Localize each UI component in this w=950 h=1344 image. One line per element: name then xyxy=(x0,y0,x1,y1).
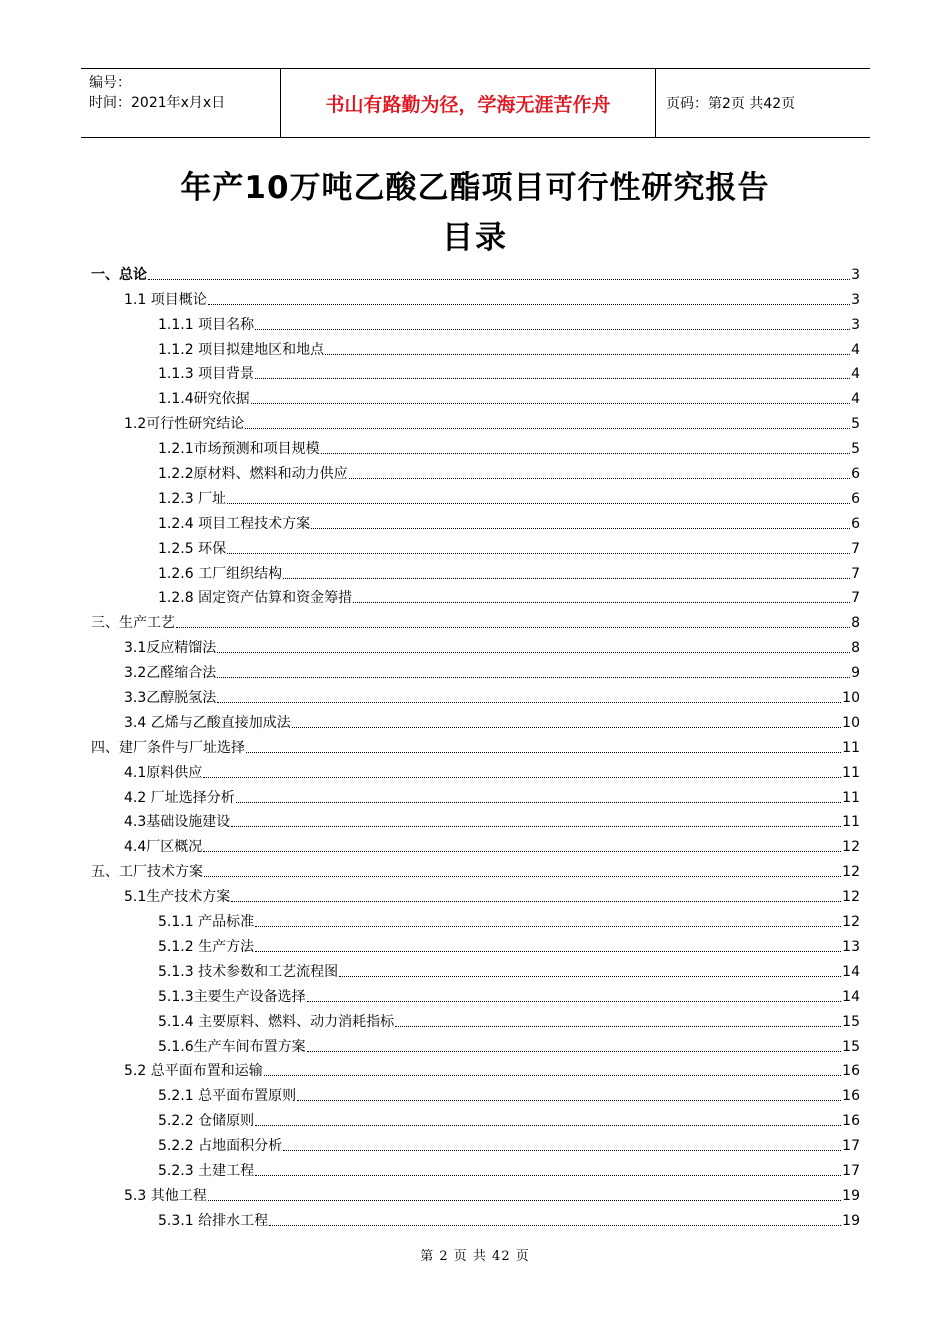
toc-entry-page: 12 xyxy=(842,889,860,906)
toc-entry-page: 16 xyxy=(842,1113,860,1130)
toc-entry-label: 1.2.8 固定资产估算和资金筹措 xyxy=(158,590,353,607)
toc-leader-dots xyxy=(283,577,850,579)
toc-entry-page: 19 xyxy=(842,1187,860,1204)
toc-entry[interactable] xyxy=(91,408,860,433)
toc-entry[interactable] xyxy=(91,334,860,359)
toc-entry-label: 4.4厂区概况 xyxy=(124,839,203,856)
toc-entry-page: 8 xyxy=(851,640,860,657)
toc-entry[interactable] xyxy=(91,1056,860,1081)
toc-entry[interactable] xyxy=(91,856,860,881)
toc-entry[interactable] xyxy=(91,1180,860,1205)
toc-entry-page: 3 xyxy=(851,291,860,308)
toc-leader-dots xyxy=(246,751,841,753)
toc-entry-label: 1.1.3 项目背景 xyxy=(158,366,255,383)
toc-entry-label: 1.2可行性研究结论 xyxy=(124,416,245,433)
toc-entry-label: 1.2.2原材料、燃料和动力供应 xyxy=(158,466,348,483)
document-title: 年产10万吨乙酸乙酯项目可行性研究报告 xyxy=(180,170,770,206)
toc-leader-dots xyxy=(264,1074,841,1076)
toc-entry-page: 7 xyxy=(851,565,860,582)
toc-entry-page: 9 xyxy=(851,665,860,682)
toc-entry[interactable] xyxy=(91,1105,860,1130)
toc-entry-page: 13 xyxy=(842,938,860,955)
toc-leader-dots xyxy=(255,950,841,952)
toc-entry-label: 1.1.4研究依据 xyxy=(158,391,250,408)
toc-entry[interactable] xyxy=(91,483,860,508)
toc-heading: 目录 xyxy=(442,220,508,256)
toc-entry[interactable] xyxy=(91,1205,860,1230)
toc-entry-label: 5.2.2 占地面积分析 xyxy=(158,1138,283,1155)
toc-entry-label: 5.1.6生产车间布置方案 xyxy=(158,1038,306,1055)
toc-entry[interactable] xyxy=(91,1130,860,1155)
toc-entry-page: 17 xyxy=(842,1162,860,1179)
toc-entry[interactable] xyxy=(91,359,860,384)
toc-entry-label: 1.1 项目概论 xyxy=(124,291,207,308)
toc-entry[interactable] xyxy=(91,583,860,608)
toc-entry-page: 6 xyxy=(851,515,860,532)
toc-leader-dots xyxy=(255,377,850,379)
toc-entry[interactable] xyxy=(91,831,860,856)
toc-entry-label: 5.2.3 土建工程 xyxy=(158,1162,255,1179)
toc-entry[interactable] xyxy=(91,782,860,807)
toc-leader-dots xyxy=(325,353,850,355)
toc-leader-dots xyxy=(255,1174,841,1176)
toc-entry-label: 5.1.3主要生产设备选择 xyxy=(158,988,306,1005)
toc-entry[interactable] xyxy=(91,259,860,284)
toc-entry-label: 5.2.2 仓储原则 xyxy=(158,1113,255,1130)
toc-leader-dots xyxy=(251,402,850,404)
toc-entry[interactable] xyxy=(91,707,860,732)
toc-entry-label: 1.2.3 厂址 xyxy=(158,490,227,507)
page-header xyxy=(81,68,870,138)
toc-leader-dots xyxy=(217,651,850,653)
toc-entry-label: 5.2 总平面布置和运输 xyxy=(124,1063,263,1080)
toc-entry-page: 10 xyxy=(842,690,860,707)
header-meta xyxy=(81,69,281,137)
toc-entry-label: 一、总论 xyxy=(91,266,147,283)
toc-entry-page: 11 xyxy=(842,814,860,831)
toc-entry-page: 10 xyxy=(842,714,860,731)
toc-leader-dots xyxy=(227,502,850,504)
toc-entry-page: 14 xyxy=(842,963,860,980)
toc-entry-page: 16 xyxy=(842,1063,860,1080)
toc-leader-dots xyxy=(339,975,841,977)
toc-entry-label: 5.1.4 主要原料、燃料、动力消耗指标 xyxy=(158,1013,395,1030)
number-label: 编号： xyxy=(89,75,131,91)
toc-entry-page: 7 xyxy=(851,540,860,557)
toc-entry-label: 1.2.6 工厂组织结构 xyxy=(158,565,283,582)
toc-entry-page: 6 xyxy=(851,466,860,483)
toc-entry-label: 三、生产工艺 xyxy=(91,615,175,632)
toc-leader-dots xyxy=(203,776,841,778)
toc-leader-dots xyxy=(176,626,850,628)
toc-entry-page: 19 xyxy=(842,1212,860,1229)
toc-entry-page: 16 xyxy=(842,1088,860,1105)
toc-leader-dots xyxy=(227,552,850,554)
toc-entry-page: 11 xyxy=(842,789,860,806)
toc-entry-page: 17 xyxy=(842,1138,860,1155)
toc-leader-dots xyxy=(321,452,850,454)
toc-leader-dots xyxy=(255,328,850,330)
toc-leader-dots xyxy=(395,1025,841,1027)
toc-entry-page: 8 xyxy=(851,615,860,632)
toc-entry[interactable] xyxy=(91,807,860,832)
toc-entry[interactable] xyxy=(91,383,860,408)
toc-entry-label: 1.1.1 项目名称 xyxy=(158,316,255,333)
toc-entry[interactable] xyxy=(91,931,860,956)
toc-entry-page: 3 xyxy=(851,316,860,333)
toc-leader-dots xyxy=(203,850,841,852)
toc-entry[interactable] xyxy=(91,632,860,657)
toc-entry-label: 5.1.3 技术参数和工艺流程图 xyxy=(158,963,339,980)
toc-entry[interactable] xyxy=(91,284,860,309)
toc-leader-dots xyxy=(148,278,850,280)
toc-entry[interactable] xyxy=(91,558,860,583)
toc-entry-page: 11 xyxy=(842,739,860,756)
toc-entry[interactable] xyxy=(91,757,860,782)
toc-entry-page: 12 xyxy=(842,864,860,881)
page-footer: 第 2 页 共 42 页 xyxy=(420,1249,530,1264)
toc-entry[interactable] xyxy=(91,607,860,632)
toc-entry-label: 5.3 其他工程 xyxy=(124,1187,207,1204)
toc-entry[interactable] xyxy=(91,1080,860,1105)
toc-entry[interactable] xyxy=(91,732,860,757)
toc-entry-label: 5.1生产技术方案 xyxy=(124,889,231,906)
toc-entry[interactable] xyxy=(91,1155,860,1180)
toc-entry-label: 5.1.1 产品标准 xyxy=(158,914,255,931)
toc-entry-label: 3.1反应精馏法 xyxy=(124,640,217,657)
toc-entry-page: 4 xyxy=(851,391,860,408)
header-motto: 书山有路勤为径，学海无涯苦作舟 xyxy=(281,69,656,137)
toc-entry[interactable] xyxy=(91,458,860,483)
toc-entry-page: 6 xyxy=(851,490,860,507)
toc-leader-dots xyxy=(217,676,850,678)
toc-entry-page: 12 xyxy=(842,914,860,931)
toc-entry[interactable] xyxy=(91,682,860,707)
toc-leader-dots xyxy=(208,303,850,305)
toc-entry-page: 12 xyxy=(842,839,860,856)
toc-entry-page: 3 xyxy=(851,266,860,283)
toc-entry-page: 7 xyxy=(851,590,860,607)
toc-leader-dots xyxy=(269,1224,841,1226)
toc-entry[interactable] xyxy=(91,981,860,1006)
toc-entry-label: 四、建厂条件与厂址选择 xyxy=(91,739,245,756)
toc-entry[interactable] xyxy=(91,508,860,533)
toc-entry-page: 4 xyxy=(851,341,860,358)
toc-leader-dots xyxy=(297,1099,841,1101)
toc-leader-dots xyxy=(311,527,850,529)
toc-entry[interactable] xyxy=(91,657,860,682)
toc-entry-label: 5.1.2 生产方法 xyxy=(158,938,255,955)
toc-leader-dots xyxy=(204,875,841,877)
toc-entry[interactable] xyxy=(91,433,860,458)
toc-leader-dots xyxy=(245,427,850,429)
toc-entry-page: 4 xyxy=(851,366,860,383)
toc-entry[interactable] xyxy=(91,1031,860,1056)
table-of-contents xyxy=(91,259,860,1230)
toc-entry-label: 1.1.2 项目拟建地区和地点 xyxy=(158,341,325,358)
toc-entry-page: 14 xyxy=(842,988,860,1005)
toc-entry[interactable] xyxy=(91,1006,860,1031)
toc-leader-dots xyxy=(255,1124,841,1126)
toc-leader-dots xyxy=(307,1050,842,1052)
toc-leader-dots xyxy=(255,925,841,927)
toc-entry-label: 1.2.4 项目工程技术方案 xyxy=(158,515,311,532)
toc-leader-dots xyxy=(283,1149,841,1151)
toc-entry[interactable] xyxy=(91,881,860,906)
toc-entry-label: 1.2.1市场预测和项目规模 xyxy=(158,441,320,458)
toc-entry-label: 4.1原料供应 xyxy=(124,764,203,781)
toc-entry-label: 3.3乙醇脱氢法 xyxy=(124,690,217,707)
toc-leader-dots xyxy=(231,825,841,827)
toc-entry-page: 5 xyxy=(851,441,860,458)
toc-entry[interactable] xyxy=(91,533,860,558)
toc-entry[interactable] xyxy=(91,956,860,981)
toc-entry-label: 5.2.1 总平面布置原则 xyxy=(158,1088,297,1105)
toc-entry-page: 5 xyxy=(851,416,860,433)
toc-entry-label: 3.4 乙烯与乙酸直接加成法 xyxy=(124,714,291,731)
toc-entry-label: 4.2 厂址选择分析 xyxy=(124,789,235,806)
time-label: 时间：2021年x月x日 xyxy=(89,95,226,111)
toc-entry-page: 11 xyxy=(842,764,860,781)
toc-entry-label: 3.2乙醛缩合法 xyxy=(124,665,217,682)
toc-entry-page: 15 xyxy=(842,1038,860,1055)
toc-leader-dots xyxy=(217,701,841,703)
toc-entry-label: 5.3.1 给排水工程 xyxy=(158,1212,269,1229)
toc-leader-dots xyxy=(236,801,841,803)
toc-entry-label: 五、工厂技术方案 xyxy=(91,864,203,881)
toc-leader-dots xyxy=(231,900,841,902)
toc-entry[interactable] xyxy=(91,309,860,334)
toc-entry-label: 4.3基础设施建设 xyxy=(124,814,231,831)
toc-leader-dots xyxy=(353,601,850,603)
toc-entry[interactable] xyxy=(91,906,860,931)
toc-leader-dots xyxy=(292,726,841,728)
toc-entry-page: 15 xyxy=(842,1013,860,1030)
toc-entry-label: 1.2.5 环保 xyxy=(158,540,227,557)
header-page-info: 页码：第2页 共42页 xyxy=(666,96,796,112)
toc-leader-dots xyxy=(307,1000,842,1002)
toc-leader-dots xyxy=(208,1199,841,1201)
toc-leader-dots xyxy=(349,477,850,479)
